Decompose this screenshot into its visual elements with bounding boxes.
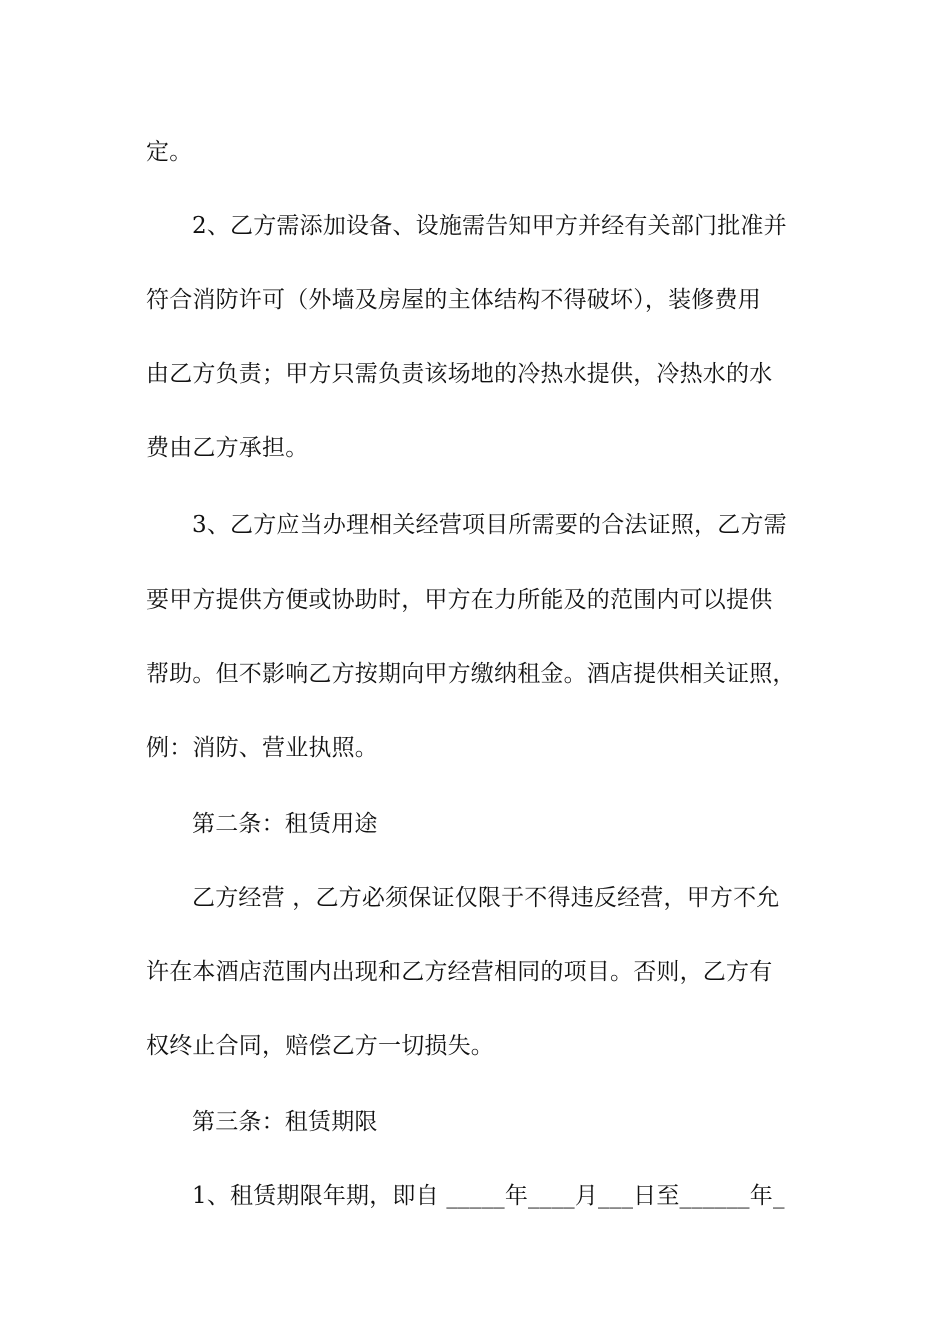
text-line: 要甲方提供方便或协助时，甲方在力所能及的范围内可以提供 bbox=[146, 587, 773, 613]
section-heading: 第二条：租赁用途 bbox=[192, 811, 378, 837]
text-line: 2、乙方需添加设备、设施需告知甲方并经有关部门批准并 bbox=[192, 213, 787, 239]
text-line: 帮助。但不影响乙方按期向甲方缴纳租金。酒店提供相关证照， bbox=[146, 661, 796, 687]
text-line: 费由乙方承担。 bbox=[146, 435, 309, 461]
text-line: 乙方经营 ，乙方必须保证仅限于不得违反经营，甲方不允 bbox=[192, 885, 780, 911]
text-line: 1、租赁期限年期，即自 _____年____月___日至______年_ bbox=[192, 1183, 785, 1209]
text-line: 3、乙方应当办理相关经营项目所需要的合法证照，乙方需 bbox=[192, 512, 787, 538]
text-line: 许在本酒店范围内出现和乙方经营相同的项目。否则，乙方有 bbox=[146, 959, 773, 985]
text-line: 例：消防、营业执照。 bbox=[146, 735, 378, 761]
section-heading: 第三条：租赁期限 bbox=[192, 1109, 378, 1135]
text-line: 定。 bbox=[146, 139, 193, 165]
text-line: 权终止合同，赔偿乙方一切损失。 bbox=[146, 1033, 494, 1059]
text-line: 符合消防许可（外墙及房屋的主体结构不得破坏），装修费用 bbox=[146, 287, 761, 313]
text-line: 由乙方负责；甲方只需负责该场地的冷热水提供，冷热水的水 bbox=[146, 361, 773, 387]
